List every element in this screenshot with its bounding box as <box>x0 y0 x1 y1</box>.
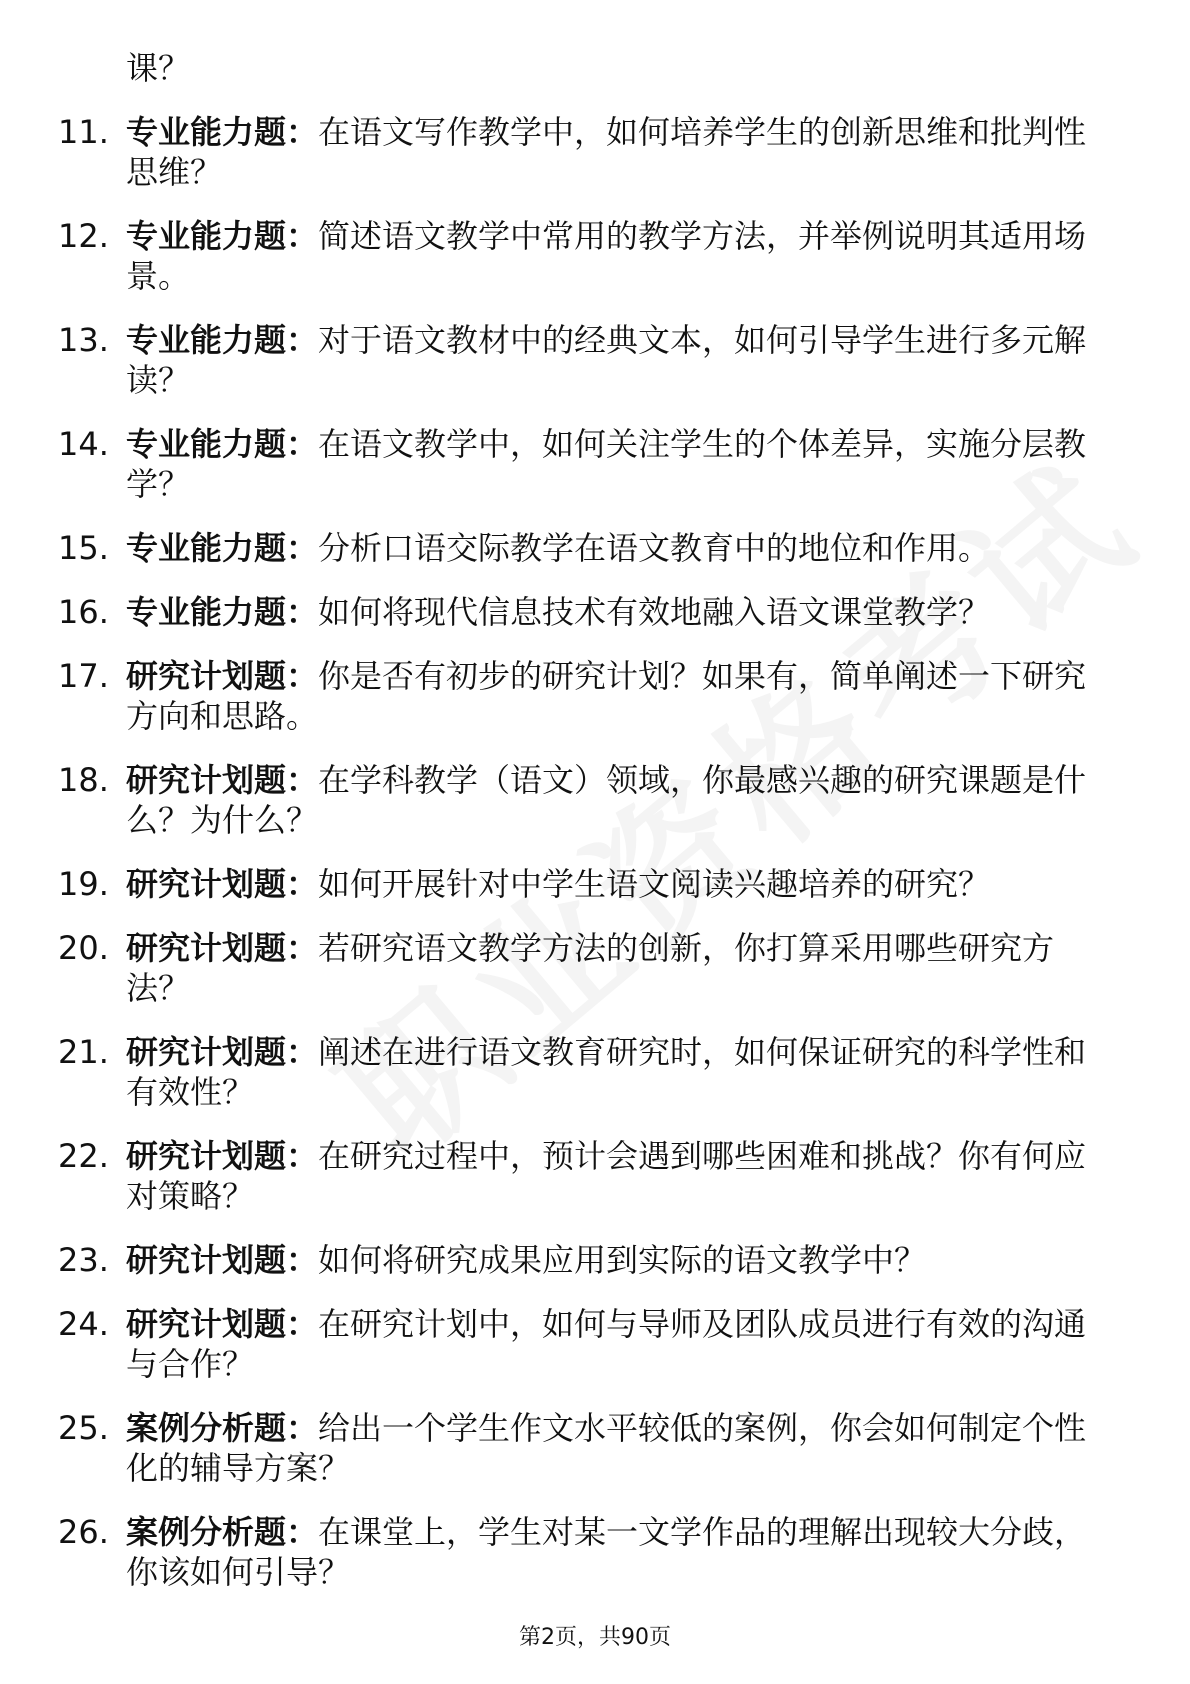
item-number: 15. <box>58 529 109 567</box>
list-item <box>0 216 1112 296</box>
item-number: 21. <box>58 1033 109 1071</box>
item-number: 11. <box>58 113 109 151</box>
item-category: 研究计划题： <box>126 1241 319 1279</box>
list-item <box>0 864 1112 904</box>
page-footer <box>0 1624 1190 1652</box>
list-item <box>0 592 1112 632</box>
list-item <box>0 320 1112 400</box>
list-item <box>0 928 1112 1008</box>
list-item <box>0 656 1112 736</box>
list-item <box>0 760 1112 840</box>
item-number: 17. <box>58 657 109 695</box>
item-category: 研究计划题： <box>126 761 319 799</box>
item-text: 在语文教学中，如何关注学生的个体差异，实施分层教学？ <box>126 425 1087 503</box>
item-text: 给出一个学生作文水平较低的案例，你会如何制定个性化的辅导方案？ <box>126 1409 1087 1487</box>
list-item <box>0 1408 1112 1488</box>
item-category: 研究计划题： <box>126 929 319 967</box>
item-category: 专业能力题： <box>126 529 319 567</box>
question-list <box>0 112 1190 1616</box>
item-text: 你是否有初步的研究计划？如果有，简单阐述一下研究方向和思路。 <box>126 657 1087 735</box>
list-item <box>0 424 1112 504</box>
item-text: 若研究语文教学方法的创新，你打算采用哪些研究方法？ <box>126 929 1055 1007</box>
item-text: 在研究计划中，如何与导师及团队成员进行有效的沟通与合作？ <box>126 1305 1087 1383</box>
item-text: 在学科教学（语文）领域，你最感兴趣的研究课题是什么？为什么？ <box>126 761 1087 839</box>
item-text: 在语文写作教学中，如何培养学生的创新思维和批判性思维？ <box>126 113 1087 191</box>
item-category: 专业能力题： <box>126 425 319 463</box>
item-text: 如何将现代信息技术有效地融入语文课堂教学？ <box>318 593 991 631</box>
item-number: 13. <box>58 321 109 359</box>
list-item <box>0 528 1112 568</box>
list-item <box>0 112 1112 192</box>
item-text: 对于语文教材中的经典文本，如何引导学生进行多元解读？ <box>126 321 1087 399</box>
list-item <box>0 1240 1112 1280</box>
item-number: 16. <box>58 593 109 631</box>
item-text: 分析口语交际教学在语文教育中的地位和作用。 <box>318 529 991 567</box>
item-category: 研究计划题： <box>126 865 319 903</box>
item-number: 26. <box>58 1513 109 1551</box>
list-item <box>0 1512 1112 1592</box>
item-category: 专业能力题： <box>126 217 319 255</box>
item-text: 简述语文教学中常用的教学方法，并举例说明其适用场景。 <box>126 217 1087 295</box>
item-category: 研究计划题： <box>126 1033 319 1071</box>
item-number: 22. <box>58 1137 109 1175</box>
item-category: 专业能力题： <box>126 593 319 631</box>
item-category: 专业能力题： <box>126 113 319 151</box>
item-text: 如何开展针对中学生语文阅读兴趣培养的研究？ <box>318 865 991 903</box>
continuation-text: 课？ <box>126 49 191 87</box>
item-text: 阐述在进行语文教育研究时，如何保证研究的科学性和有效性？ <box>126 1033 1087 1111</box>
item-text: 在研究过程中，预计会遇到哪些困难和挑战？你有何应对策略？ <box>126 1137 1087 1215</box>
list-item <box>0 1304 1112 1384</box>
item-number: 12. <box>58 217 109 255</box>
item-category: 案例分析题： <box>126 1513 319 1551</box>
item-number: 14. <box>58 425 109 463</box>
item-category: 专业能力题： <box>126 321 319 359</box>
item-number: 25. <box>58 1409 109 1447</box>
page-number-label: 第2页，共90页 <box>519 1625 671 1650</box>
item-number: 18. <box>58 761 109 799</box>
list-item <box>0 1136 1112 1216</box>
item-category: 研究计划题： <box>126 1137 319 1175</box>
item-category: 案例分析题： <box>126 1409 319 1447</box>
item-text: 如何将研究成果应用到实际的语文教学中？ <box>318 1241 927 1279</box>
item-number: 20. <box>58 929 109 967</box>
item-category: 研究计划题： <box>126 1305 319 1343</box>
item-number: 24. <box>58 1305 109 1343</box>
item-category: 研究计划题： <box>126 657 319 695</box>
item-text: 在课堂上，学生对某一文学作品的理解出现较大分歧，你该如何引导？ <box>126 1513 1087 1591</box>
item-number: 23. <box>58 1241 109 1279</box>
list-item <box>0 1032 1112 1112</box>
item-number: 19. <box>58 865 109 903</box>
